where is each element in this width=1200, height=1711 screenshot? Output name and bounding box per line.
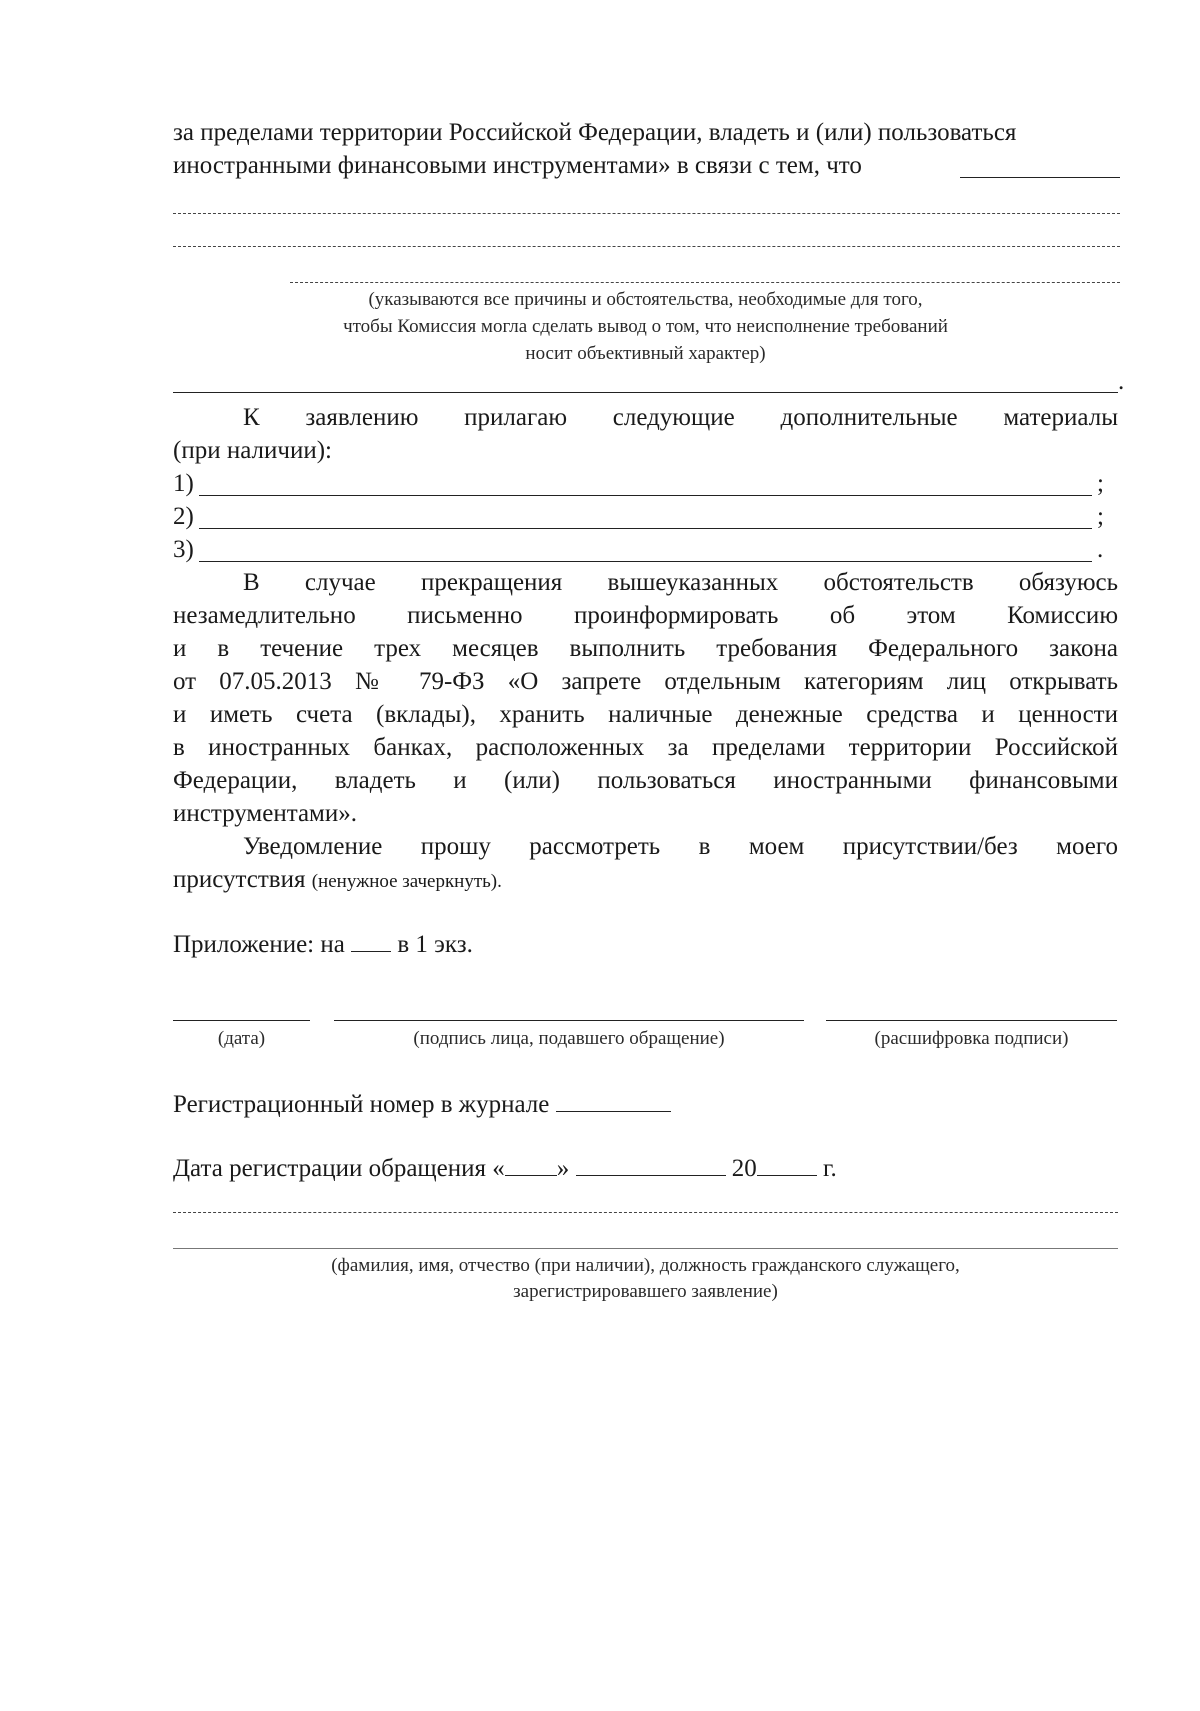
oblig-line-7: Федерации, владеть и (или) пользоваться иностранными финансовыми (173, 767, 1118, 794)
reg-number-fill (556, 1089, 671, 1112)
decode-signature-line (826, 1020, 1117, 1021)
fill-line-reason-4 (173, 392, 1118, 393)
appendix-line (173, 929, 473, 960)
attachment-number: 3) (173, 536, 194, 563)
attachment-number: 1) (173, 470, 194, 497)
fill-line-reason-0 (960, 177, 1120, 178)
reg-number-label: Регистрационный номер в журнале (173, 1091, 550, 1118)
text-line-1: за пределами территории Российской Федерации, владеть и (или) пользоваться (173, 119, 1017, 146)
official-fill-line-2 (173, 1248, 1118, 1249)
appendix-prefix: Приложение: на (173, 931, 345, 958)
presence-note: (ненужное зачеркнуть). (311, 871, 502, 892)
fill-line-reason-3 (290, 282, 1120, 283)
hint-line-3: носит объективный характер) (525, 343, 766, 364)
reg-date-close: » (556, 1155, 570, 1182)
attachment-end-mark: ; (1097, 503, 1104, 530)
reg-date-year-suffix: г. (823, 1155, 837, 1182)
appendix-suffix: в 1 экз. (397, 931, 473, 958)
reg-number-line (173, 1089, 671, 1120)
reg-date-line (173, 1153, 837, 1184)
attach-intro-line-1: К заявлению прилагаю следующие дополнительные материалы (243, 404, 1118, 431)
reg-date-day-fill (505, 1153, 557, 1176)
reg-date-month-fill (576, 1153, 726, 1176)
sig-signature-caption: (подпись лица, подавшего обращение) (413, 1028, 725, 1049)
reg-date-year-fill (757, 1153, 817, 1176)
fill-line-reason-1 (173, 213, 1120, 214)
hint-line-2: чтобы Комиссия могла сделать вывод о том, что неисполнение требований (343, 316, 948, 337)
hint-line-1: (указываются все причины и обстоятельства, необходимые для того, (368, 289, 923, 310)
text-line-2 (173, 151, 862, 181)
attachment-end-mark: . (1097, 536, 1104, 563)
sig-decode-caption: (расшифровка подписи) (874, 1028, 1069, 1049)
fill-line-reason-2 (173, 246, 1120, 247)
reg-date-year-prefix: 20 (731, 1155, 757, 1182)
oblig-line-3: и в течение трех месяцев выполнить требования Федерального закона (173, 635, 1118, 662)
official-caption-line-2: зарегистрировавшего заявление) (513, 1281, 778, 1302)
oblig-line-1: В случае прекращения вышеуказанных обстоятельств обязуюсь (243, 569, 1118, 596)
attachment-fill-line (199, 561, 1092, 562)
oblig-line-4: от 07.05.2013 № 79-ФЗ «О запрете отдельным категориям лиц открывать (173, 668, 1118, 695)
sig-date-caption: (дата) (217, 1028, 266, 1049)
presence-main: присутствия (173, 866, 306, 893)
reg-date-prefix: Дата регистрации обращения « (173, 1155, 505, 1182)
signature-line (334, 1020, 804, 1021)
oblig-line-2: незамедлительно письменно проинформировать об этом Комиссию (173, 602, 1118, 629)
oblig-line-8: инструментами». (173, 800, 357, 827)
attachment-fill-line (199, 528, 1092, 529)
text-line-2-content: иностранными финансовыми инструментами» в связи с тем, что (173, 152, 862, 179)
official-fill-line-1 (173, 1212, 1118, 1213)
oblig-line-5: и иметь счета (вклады), хранить наличные денежные средства и ценности (173, 701, 1118, 728)
attachment-item-1 (173, 469, 1123, 499)
attachment-item-2 (173, 502, 1123, 532)
date-signature-line (173, 1020, 310, 1021)
attachment-number: 2) (173, 503, 194, 530)
presence-line-2 (173, 865, 502, 897)
appendix-pages-fill (351, 929, 391, 952)
reason-period: . (1118, 368, 1125, 395)
official-caption-line-1: (фамилия, имя, отчество (при наличии), должность гражданского служащего, (331, 1255, 960, 1276)
attach-intro-line-2: (при наличии): (173, 437, 332, 464)
presence-line-1: Уведомление прошу рассмотреть в моем присутствии/без моего (243, 833, 1118, 860)
attachment-item-3 (173, 535, 1123, 565)
oblig-line-6: в иностранных банках, расположенных за пределами территории Российской (173, 734, 1118, 761)
attachment-fill-line (199, 495, 1092, 496)
attachment-end-mark: ; (1097, 470, 1104, 497)
